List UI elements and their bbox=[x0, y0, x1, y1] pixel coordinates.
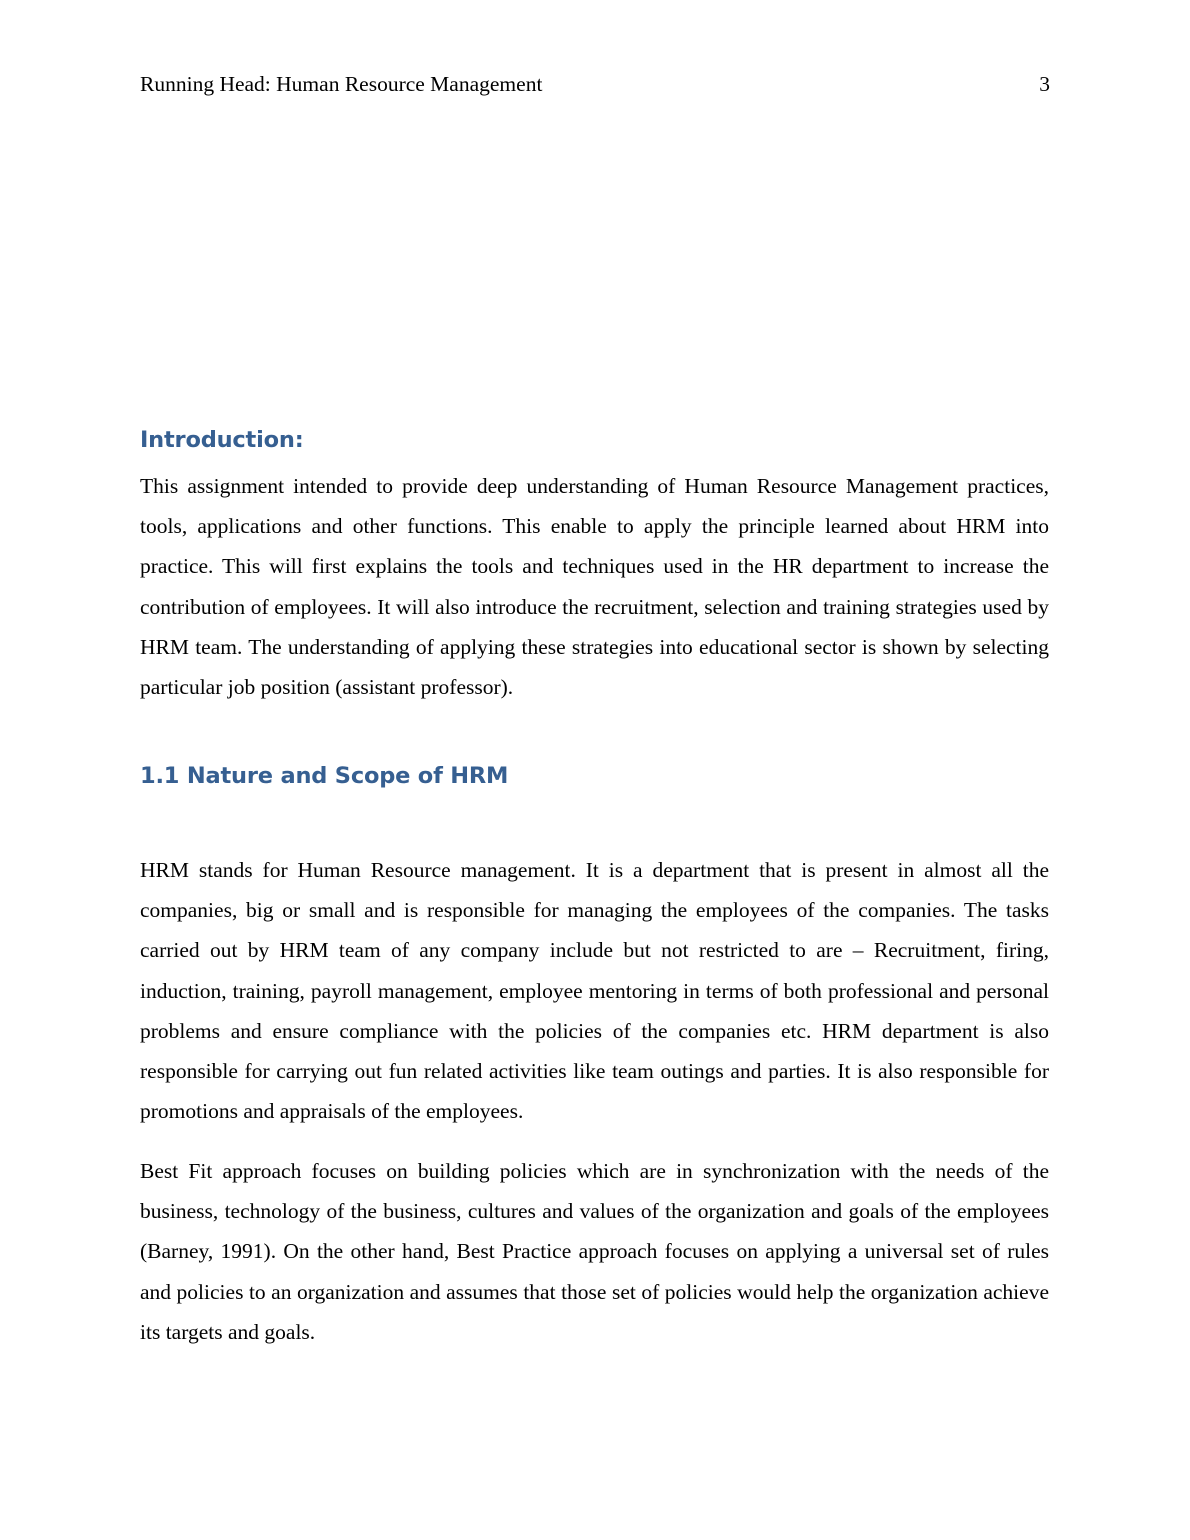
nature-scope-heading: 1.1 Nature and Scope of HRM bbox=[140, 763, 509, 789]
best-fit-paragraph: Best Fit approach focuses on building policies which are in synchronization with the needs of the business, technology of the business, cultures and values of the organization and goals of the employees (Barney, 1991). On the other hand, Best Practice approach focuses on applying a universal set of rules and policies to an organization and assumes that those set of policies would help the organization achieve its targets and goals. bbox=[140, 1159, 1049, 1344]
page-number: 3 bbox=[1039, 72, 1050, 96]
page-header bbox=[140, 70, 1050, 98]
hrm-definition-paragraph: HRM stands for Human Resource management. It is a department that is present in almost all the companies, big or small and is responsible for managing the employees of the companies. The tasks carried out by HRM team of any company include but not restricted to are – Recruitment, firing, induction, training, payroll management, employee mentoring in terms of both professional and personal problems and ensure compliance with the policies of the companies etc. HRM department is also responsible for carrying out fun related activities like team outings and parties. It is also responsible for promotions and appraisals of the employees. bbox=[140, 858, 1049, 1124]
introduction-heading: Introduction: bbox=[140, 427, 304, 453]
running-head: Running Head: Human Resource Management bbox=[140, 72, 543, 96]
introduction-paragraph: This assignment intended to provide deep understanding of Human Resource Management practices, tools, applications and other functions. This enable to apply the principle learned about HRM into practice. This will first explains the tools and techniques used in the HR department to increase the contribution of employees. It will also introduce the recruitment, selection and training strategies used by HRM team. The understanding of applying these strategies into educational sector is shown by selecting particular job position (assistant professor). bbox=[140, 474, 1049, 700]
